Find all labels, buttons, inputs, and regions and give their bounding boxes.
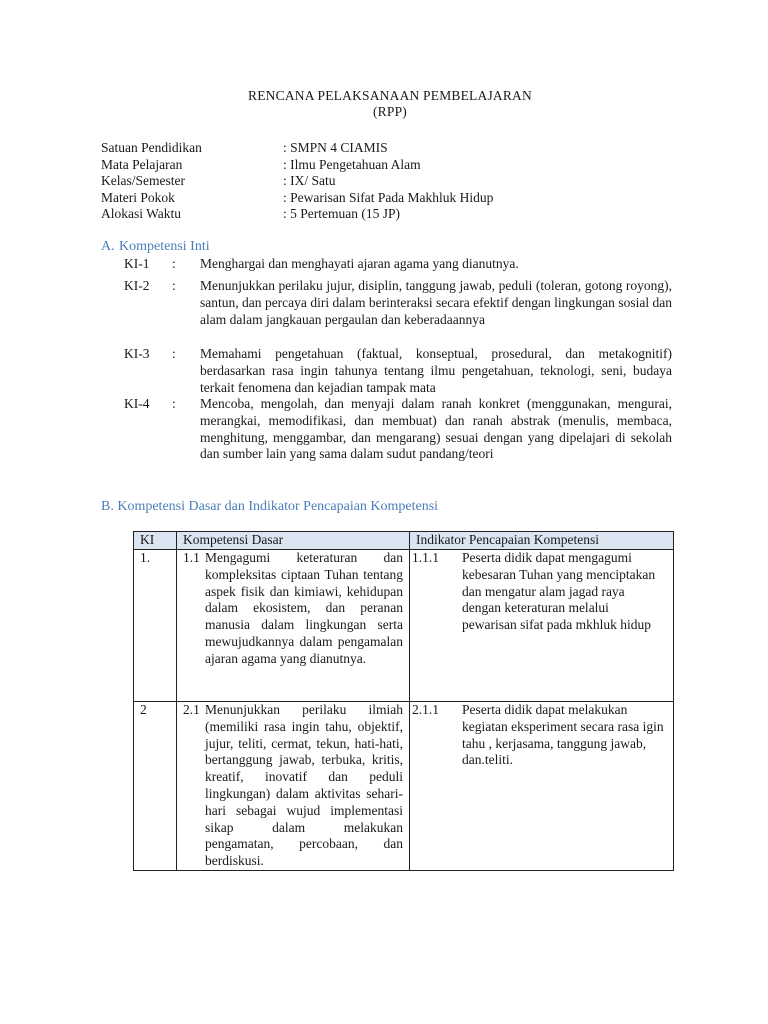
cell-kompetensi-dasar (177, 550, 410, 702)
header-kompetensi-dasar: Kompetensi Dasar (177, 532, 410, 550)
ki-code: KI-4 (124, 396, 150, 411)
meta-row-materi (101, 189, 681, 206)
kd-text: Mengagumi keteraturan dan kompleksitas ciptaan Tuhan tentang aspek fisik dan kimiawi, kehidupan dalam ekosistem, dan peranan manusia dalam lingkungan serta mewujudkannya dalam pengamalan ajaran agama yang dianutnya. (205, 550, 403, 666)
cell-kompetensi-dasar (177, 702, 410, 871)
meta-value: : Pewarisan Sifat Pada Makhluk Hidup (283, 190, 494, 205)
section-a-number: A. (101, 239, 115, 254)
meta-value: : SMPN 4 CIAMIS (283, 140, 388, 155)
meta-label: Materi Pokok (101, 190, 175, 205)
ki-text: Menghargai dan menghayati ajaran agama yang dianutnya. (200, 256, 519, 271)
meta-label: Alokasi Waktu (101, 206, 182, 221)
section-a-heading (101, 238, 210, 256)
meta-label: Satuan Pendidikan (101, 140, 202, 155)
cell-ki: 1. (134, 550, 177, 702)
ki-text: Mencoba, mengolah, dan menyaji dalam ranah konkret (menggunakan, mengurai, merangkai, memodifikasi, dan membuat) dan ranah abstrak (menulis, membaca, menghitung, menggambar, dan mengarang) sesuai dengan yang dipelajari di sekolah dan sumber lain yang sama dalam sudut pandang/teori (200, 396, 672, 462)
kd-table-header-row (134, 532, 674, 550)
title-line-2: (RPP) (372, 104, 407, 119)
table-row (134, 702, 674, 871)
meta-row-kelas (101, 172, 681, 189)
meta-value: : 5 Pertemuan (15 JP) (283, 206, 400, 221)
ki-code: KI-1 (124, 256, 150, 271)
meta-value: : IX/ Satu (283, 173, 336, 188)
cell-ki: 2 (134, 702, 177, 871)
ki-item-3 (124, 346, 672, 396)
kd-number: 1.1 (183, 550, 200, 565)
cell-indikator (410, 550, 674, 702)
indicator-number: 2.1.1 (412, 702, 439, 717)
ki-colon: : (172, 346, 176, 361)
ki-colon: : (172, 396, 176, 411)
ki-colon: : (172, 278, 176, 293)
meta-row-alokasi (101, 205, 681, 222)
header-ki: KI (134, 532, 177, 550)
ki-item-1 (124, 256, 672, 273)
document-title (0, 88, 768, 120)
table-row (134, 550, 674, 702)
meta-value: : Ilmu Pengetahuan Alam (283, 157, 421, 172)
cell-indikator (410, 702, 674, 871)
ki-text: Menunjukkan perilaku jujur, disiplin, tanggung jawab, peduli (toleran, gotong royong), santun, dan percaya diri dalam berinteraksi secara efektif dengan lingkungan sosial dan alam dalam jangkauan pergaulan dan keberadaannya (200, 278, 672, 327)
meta-row-mapel (101, 156, 681, 173)
kd-number: 2.1 (183, 702, 200, 717)
kd-text: Menunjukkan perilaku ilmiah (memiliki rasa ingin tahu, objektif, jujur, teliti, cermat, tekun, hati-hati, bertanggung jawab, terbuka, kritis, kreatif, inovatif dan peduli lingkungan) dalam aktivitas sehari-hari sebagai wujud implementasi sikap dalam melakukan pengamatan, percobaan, dan berdiskusi. (205, 702, 403, 869)
section-b-heading: B. Kompetensi Dasar dan Indikator Pencapaian Kompetensi (101, 499, 439, 514)
section-a-title: Kompetensi Inti (119, 239, 210, 254)
meta-row-satuan (101, 139, 681, 156)
ki-text: Memahami pengetahuan (faktual, konseptual, prosedural, dan metakognitif) berdasarkan rasa ingin tahunya tentang ilmu pengetahuan, teknologi, seni, budaya terkait fenomena dan kejadian tampak mata (200, 346, 672, 395)
indicator-text: Peserta didik dapat melakukan kegiatan eksperiment secara rasa igin tahu , kerjasama, tanggung jawab, dan.teliti. (462, 702, 664, 768)
ki-code: KI-3 (124, 346, 150, 361)
ki-item-4 (124, 396, 672, 463)
kd-table (133, 531, 674, 871)
indicator-text: Peserta didik dapat mengagumi kebesaran Tuhan yang menciptakan dan mengatur alam jagad raya dengan keteraturan melalui pewarisan sifat pada mkhluk hidup (462, 550, 656, 633)
ki-colon: : (172, 256, 176, 271)
indicator-number: 1.1.1 (412, 550, 439, 565)
meta-label: Kelas/Semester (101, 173, 185, 188)
title-line-1: RENCANA PELAKSANAAN PEMBELAJARAN (248, 88, 532, 103)
ki-code: KI-2 (124, 278, 150, 293)
meta-label: Mata Pelajaran (101, 157, 183, 172)
ki-item-2 (124, 278, 672, 328)
header-indikator: Indikator Pencapaian Kompetensi (410, 532, 674, 550)
